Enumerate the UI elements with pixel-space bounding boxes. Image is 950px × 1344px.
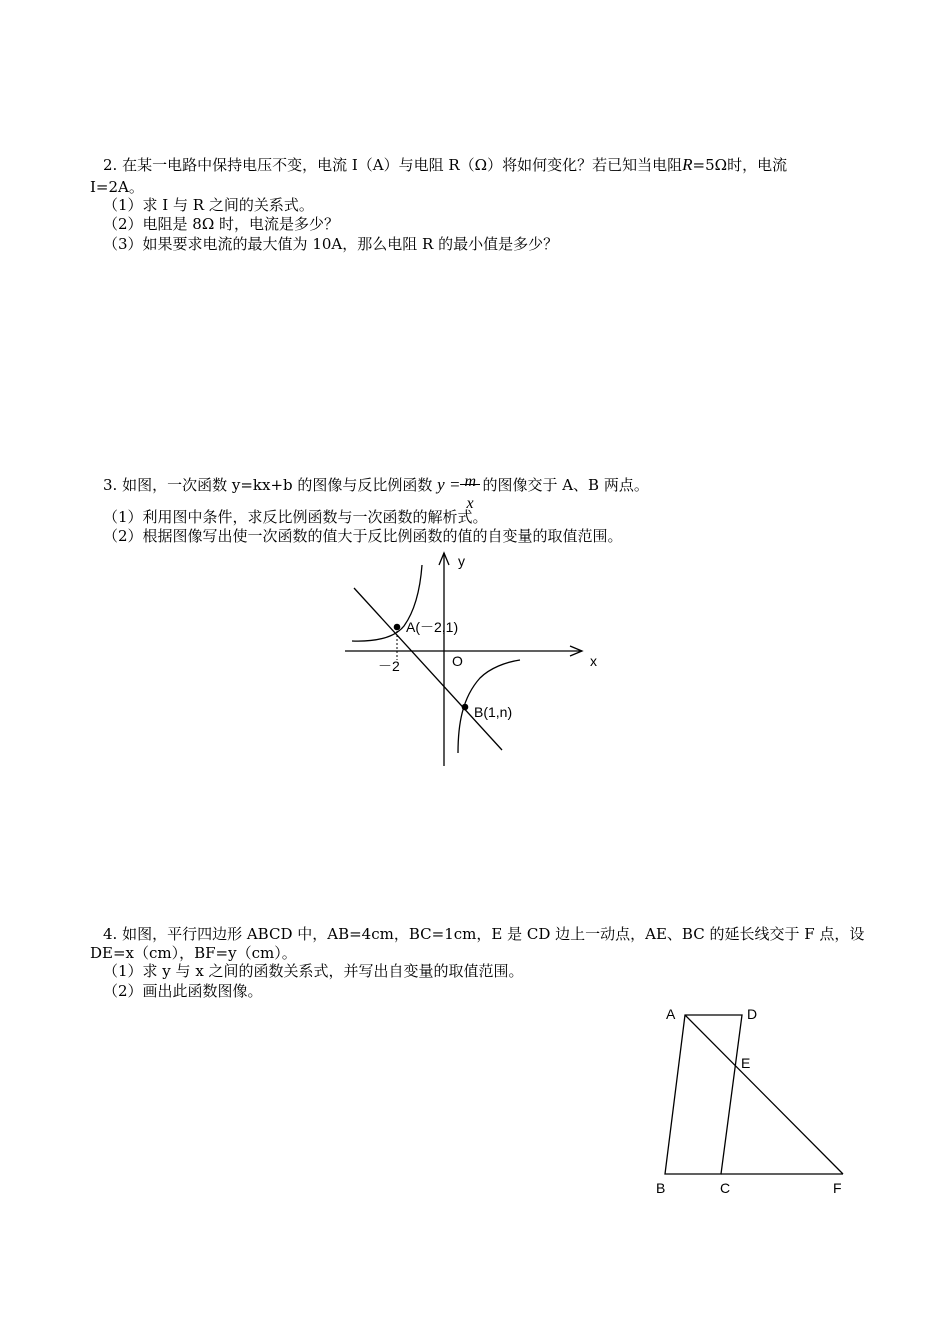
q2-eq5: =5Ω [692,156,728,174]
q2-sub2: （2）电阻是 8Ω 时，电流是多少？ [103,215,340,233]
y-axis-label: y [458,553,465,569]
point-a [394,624,401,631]
q3-frac-num: m [464,473,477,490]
x-axis-label: x [590,653,597,669]
q2-line1-text: 2. 在某一电路中保持电压不变，电流 I（A）与电阻 R（Ω）将如何变化？若已知当电阻 [103,156,683,174]
q2-line1 [103,155,787,175]
q4-sub1: （1）求 y 与 x 之间的函数关系式，并写出自变量的取值范围。 [103,962,524,980]
q3-function-graph [340,550,610,775]
q2-line2: I=2A。 [90,178,144,196]
origin-label: O [452,653,463,669]
point-b-label: B(1,n) [474,704,513,720]
segment-af [685,1015,843,1174]
q3-frac-den: x [466,495,474,512]
label-e: E [741,1055,751,1071]
tick-label-neg2: －2 [378,658,400,674]
q4-parallelogram-figure [650,1000,860,1205]
q3-fraction [460,467,482,512]
q3-line1-tail: 的图像交于 A、B 两点。 [482,476,649,494]
q2-sub3: （3）如果要求电流的最大值为 10A，那么电阻 R 的最小值是多少？ [103,235,559,253]
q3-line1-text: 3. 如图，一次函数 y=kx+b 的图像与反比例函数 [103,476,433,494]
q2-r-symbol: R [682,155,693,174]
point-a-label: A(－2,1) [406,619,459,635]
q3-sub2: （2）根据图像写出使一次函数的值大于反比例函数的值的自变量的取值范围。 [103,527,623,545]
q2-line1-tail: 时，电流 [727,156,788,174]
point-b [462,704,469,711]
label-f: F [833,1180,842,1196]
label-a: A [666,1006,676,1022]
q3-sub1: （1）利用图中条件，求反比例函数与一次函数的解析式。 [103,508,488,526]
linear-function-line [354,588,502,750]
q3-line1 [103,466,649,512]
parallelogram-abcd [665,1015,742,1174]
label-c: C [720,1180,731,1196]
q4-line2: DE=x（cm），BF=y（cm）。 [90,944,297,962]
q4-sub2: （2）画出此函数图像。 [103,982,263,1000]
label-d: D [747,1006,758,1022]
label-b: B [656,1180,666,1196]
q2-sub1: （1）求 I 与 R 之间的关系式。 [103,196,314,214]
q3-y-eq: y = [437,475,461,494]
q4-line1: 4. 如图，平行四边形 ABCD 中，AB=4cm，BC=1cm，E 是 CD 边上一动点，AE、BC 的延长线交于 F 点，设 [103,925,865,943]
